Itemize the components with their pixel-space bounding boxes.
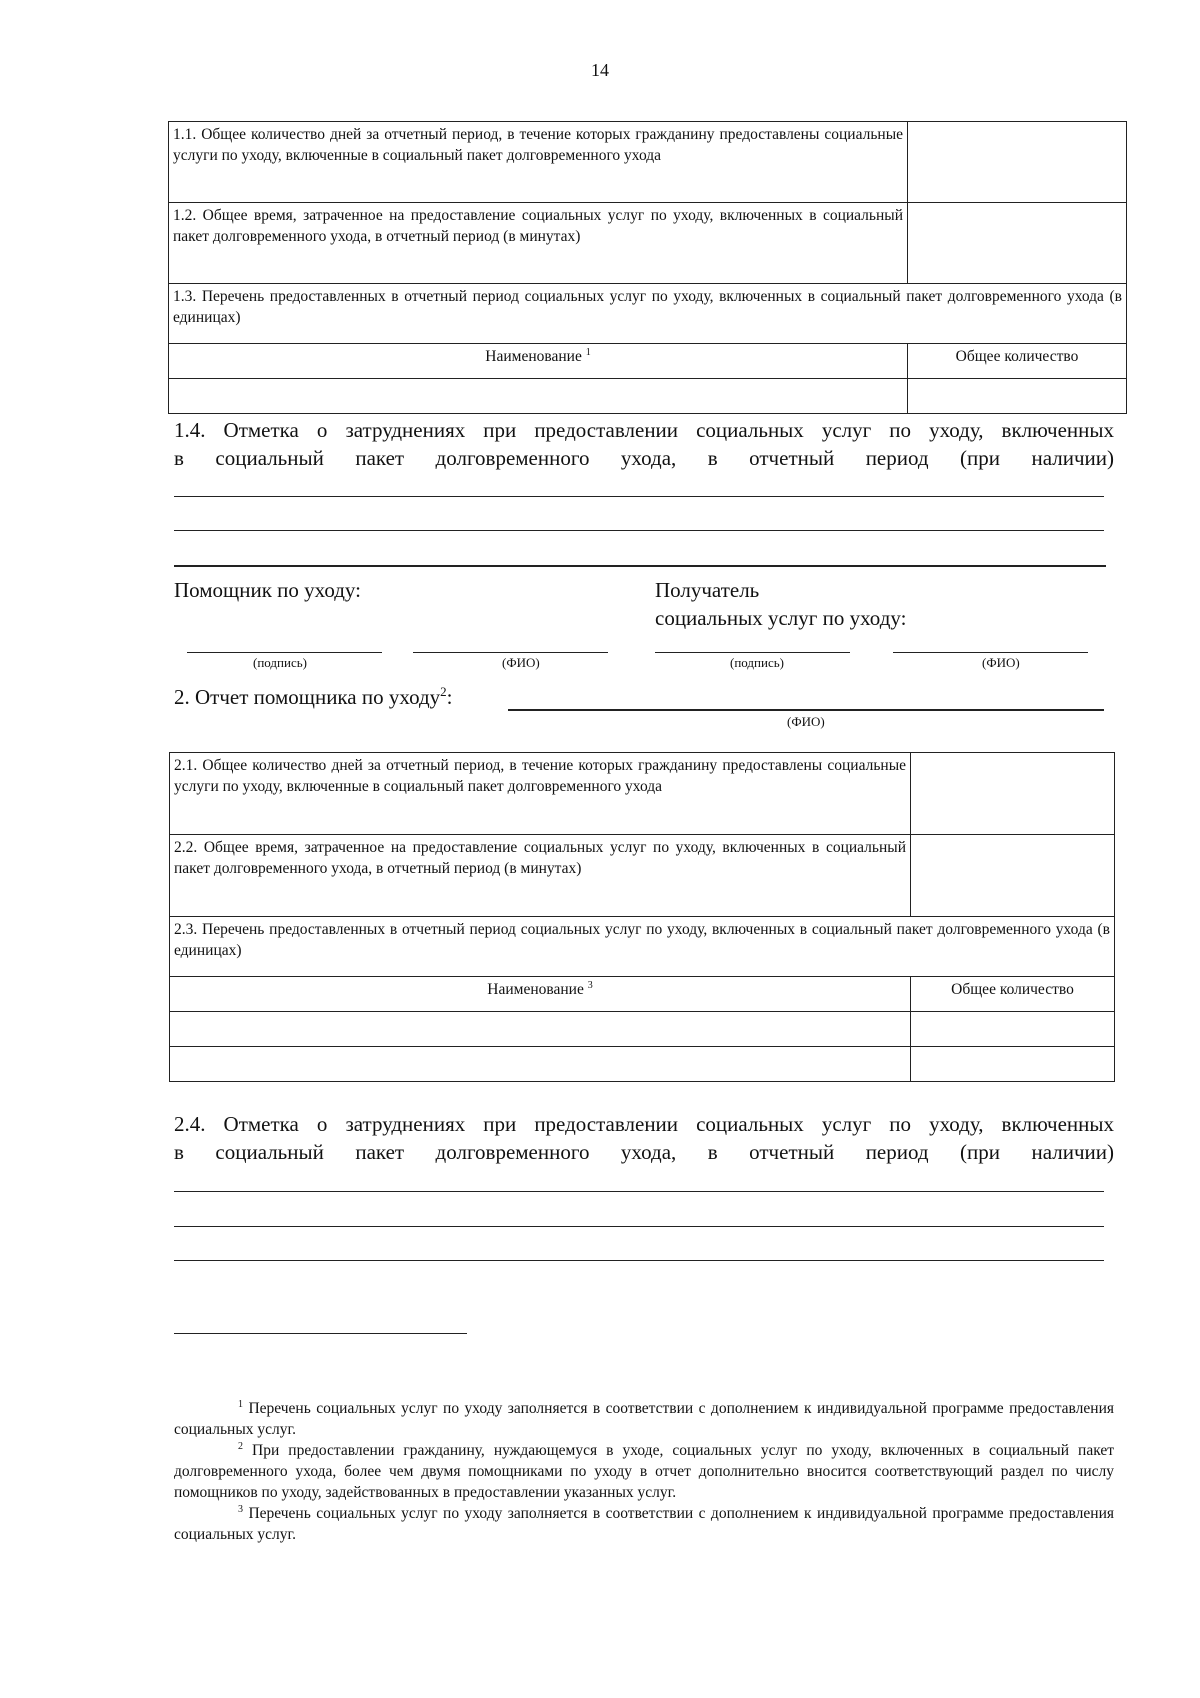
row-1-1-label: 1.1. Общее количество дней за отчетный период, в течение которых гражданину предоставлены социальные услуги по уходу, включенные в социальный пакет долговременного ухода (169, 122, 908, 203)
service-name-cell[interactable] (170, 1012, 911, 1047)
recipient-fio-line[interactable] (893, 652, 1088, 653)
service-quantity-cell[interactable] (908, 379, 1127, 414)
row-1-2-label: 1.2. Общее время, затраченное на предоставление социальных услуг по уходу, включенных в социальный пакет долговременного ухода, в отчетный период (в минутах) (169, 203, 908, 284)
section2-table (169, 752, 1115, 1082)
col-header-quantity: Общее количество (911, 977, 1115, 1012)
footnote-1: $^1$ Перечень социальных услуг по уходу заполняется в соответствии с дополнением к индивидуальной программе предоставления социальных услуг. (174, 1398, 1115, 1438)
row-1-2-value[interactable] (908, 203, 1127, 284)
note-1-4-line[interactable] (174, 496, 1104, 497)
note-2-4-line[interactable] (174, 1191, 1104, 1192)
row-2-1-value[interactable] (911, 753, 1115, 835)
assistant-fio-caption: (ФИО) (502, 655, 540, 670)
assistant-label: Помощник по уходу: (174, 578, 361, 602)
note-1-4-line[interactable] (174, 530, 1104, 531)
footnote-2: $^2$ При предоставлении гражданину, нуждающемуся в уходе, социальных услуг по уходу, включенных в социальный пакет долговременного ухода, более чем двумя помощниками по уходу в отчет дополнительно вносится соответствующий раздел по числу помощников по уходу, задействованных в предоставлении указанных услуг. (174, 1440, 1115, 1501)
row-2-2-value[interactable] (911, 835, 1115, 917)
recipient-label: Получатель социальных услуг по уходу: (655, 578, 907, 630)
col-header-quantity: Общее количество (908, 344, 1127, 379)
section1-table (168, 121, 1127, 414)
assistant-signature-caption: (подпись) (253, 655, 307, 670)
row-2-2-label: 2.2. Общее время, затраченное на предоставление социальных услуг по уходу, включенных в социальный пакет долговременного ухода, в отчетный период (в минутах) (170, 835, 911, 917)
note-2-4-line[interactable] (174, 1260, 1104, 1261)
service-quantity-cell[interactable] (911, 1047, 1115, 1082)
footnote-separator (174, 1333, 467, 1334)
note-2-4: 2.4. Отметка о затруднениях при предоставлении социальных услуг по уходу, включенных в социальный пакет долговременного ухода, в отчетный период (при наличии) (174, 1112, 1114, 1164)
note-1-4: 1.4. Отметка о затруднениях при предоставлении социальных услуг по уходу, включенных в социальный пакет долговременного ухода, в отчетный период (при наличии) (174, 418, 1114, 470)
service-name-cell[interactable] (169, 379, 908, 414)
row-1-1-value[interactable] (908, 122, 1127, 203)
col-header-name: Наименование $^1$ (169, 344, 908, 379)
row-1-3-label: 1.3. Перечень предоставленных в отчетный период социальных услуг по уходу, включенных в социальный пакет долговременного ухода (в единицах) (169, 284, 1127, 344)
recipient-fio-caption: (ФИО) (982, 655, 1020, 670)
section2-fio-caption: (ФИО) (787, 714, 825, 729)
row-2-3-label: 2.3. Перечень предоставленных в отчетный период социальных услуг по уходу, включенных в социальный пакет долговременного ухода (в единицах) (170, 917, 1115, 977)
section2-assistant-fio-line[interactable] (508, 709, 1104, 711)
row-2-1-label: 2.1. Общее количество дней за отчетный период, в течение которых гражданину предоставлены социальные услуги по уходу, включенные в социальный пакет долговременного ухода (170, 753, 911, 835)
service-name-cell[interactable] (170, 1047, 911, 1082)
note-2-4-line[interactable] (174, 1226, 1104, 1227)
footnotes (174, 1398, 1114, 1545)
page-number: 14 (591, 60, 609, 80)
section2-heading: 2. Отчет помощника по уходу$^2$: (174, 684, 453, 709)
recipient-signature-caption: (подпись) (730, 655, 784, 670)
assistant-signature-line[interactable] (187, 652, 382, 653)
recipient-signature-line[interactable] (655, 652, 850, 653)
service-quantity-cell[interactable] (911, 1012, 1115, 1047)
assistant-fio-line[interactable] (413, 652, 608, 653)
col-header-name: Наименование $^3$ (170, 977, 911, 1012)
note-1-4-line[interactable] (174, 565, 1106, 567)
footnote-3: $^3$ Перечень социальных услуг по уходу заполняется в соответствии с дополнением к индивидуальной программе предоставления социальных услуг. (174, 1503, 1115, 1543)
